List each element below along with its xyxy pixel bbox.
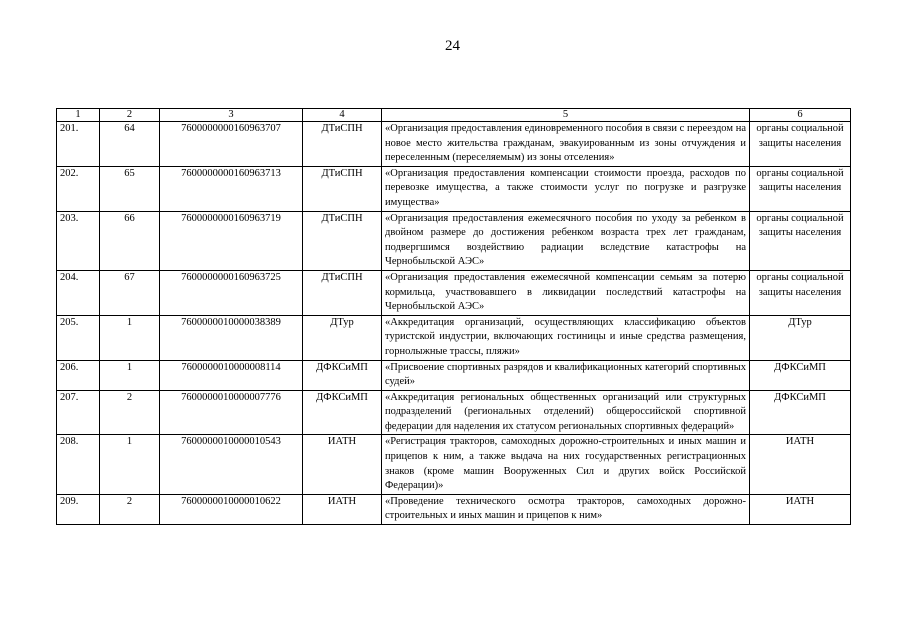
row-description: «Аккредитация региональных общественных организаций или структурных подразделений (региональных отделений) общероссийской спортивной федерации для наделения их статусом региональных спортивных федераций» [382,390,750,435]
table-row [57,435,851,494]
header-col-2: 2 [100,109,160,122]
row-service-code: 7600000010000008114 [160,360,303,390]
row-service-code: 7600000000160963707 [160,122,303,167]
table-row [57,390,851,435]
row-responsible: ИАТН [750,494,851,524]
row-number: 204. [57,270,100,315]
row-service-code: 7600000000160963719 [160,211,303,270]
row-subnumber: 66 [100,211,160,270]
table-row [57,315,851,360]
row-service-code: 7600000010000007776 [160,390,303,435]
row-subnumber: 2 [100,494,160,524]
row-description: «Регистрация тракторов, самоходных дорожно-строительных и иных машин и прицепов к ним, а также выдача на них государственных регистрационных знаков (кроме машин Вооруженных Сил и других войск Российской Федерации)» [382,435,750,494]
row-department: ДТиСПН [303,211,382,270]
row-subnumber: 2 [100,390,160,435]
table-header-row [57,109,851,122]
row-description: «Присвоение спортивных разрядов и квалификационных категорий спортивных судей» [382,360,750,390]
row-description: «Проведение технического осмотра тракторов, самоходных дорожно-строительных и иных машин и прицепов к ним» [382,494,750,524]
table-row [57,270,851,315]
row-department: ДТур [303,315,382,360]
row-responsible: органы социальной защиты населения [750,270,851,315]
row-department: ДФКСиМП [303,390,382,435]
row-subnumber: 67 [100,270,160,315]
row-description: «Организация предоставления ежемесячной компенсации семьям за потерю кормильца, участвовавшего в ликвидации последствий катастрофы на Чернобыльской АЭС» [382,270,750,315]
page-number: 24 [445,38,460,54]
row-responsible: органы социальной защиты населения [750,211,851,270]
row-responsible: ИАТН [750,435,851,494]
row-responsible: ДФКСиМП [750,390,851,435]
table-row [57,122,851,167]
row-subnumber: 1 [100,315,160,360]
row-department: ДТиСПН [303,122,382,167]
row-subnumber: 64 [100,122,160,167]
row-subnumber: 1 [100,435,160,494]
row-department: ИАТН [303,435,382,494]
row-number: 208. [57,435,100,494]
row-subnumber: 1 [100,360,160,390]
row-service-code: 7600000000160963725 [160,270,303,315]
row-number: 201. [57,122,100,167]
row-description: «Аккредитация организаций, осуществляющих классификацию объектов туристской индустрии, включающих гостиницы и иные средства размещения, горнолыжные трассы, пляжи» [382,315,750,360]
table-row [57,211,851,270]
row-service-code: 7600000010000010543 [160,435,303,494]
row-subnumber: 65 [100,166,160,211]
header-col-4: 4 [303,109,382,122]
header-col-5: 5 [382,109,750,122]
row-number: 205. [57,315,100,360]
row-department: ИАТН [303,494,382,524]
table-row [57,166,851,211]
row-department: ДТиСПН [303,166,382,211]
row-number: 206. [57,360,100,390]
table-row [57,494,851,524]
row-number: 207. [57,390,100,435]
row-responsible: органы социальной защиты населения [750,166,851,211]
row-number: 202. [57,166,100,211]
row-service-code: 7600000010000038389 [160,315,303,360]
header-col-1: 1 [57,109,100,122]
header-col-6: 6 [750,109,851,122]
row-service-code: 7600000010000010622 [160,494,303,524]
row-service-code: 7600000000160963713 [160,166,303,211]
table-row [57,360,851,390]
header-col-3: 3 [160,109,303,122]
row-number: 209. [57,494,100,524]
row-department: ДТиСПН [303,270,382,315]
row-department: ДФКСиМП [303,360,382,390]
services-registry-table [56,108,851,525]
row-number: 203. [57,211,100,270]
row-description: «Организация предоставления ежемесячного пособия по уходу за ребенком в двойном размере до достижения ребенком возраста трех лет гражданам, подвергшимся воздействию радиации вследствие катастрофы на Чернобыльской АЭС» [382,211,750,270]
row-responsible: ДФКСиМП [750,360,851,390]
row-description: «Организация предоставления компенсации стоимости проезда, расходов по перевозке имущества, а также стоимости услуг по погрузке и разгрузке имущества» [382,166,750,211]
row-responsible: органы социальной защиты населения [750,122,851,167]
row-responsible: ДТур [750,315,851,360]
row-description: «Организация предоставления единовременного пособия в связи с переездом на новое место жительства гражданам, эвакуированным из зоны отчуждения и переселенным (переселяемым) из зоны отселения» [382,122,750,167]
